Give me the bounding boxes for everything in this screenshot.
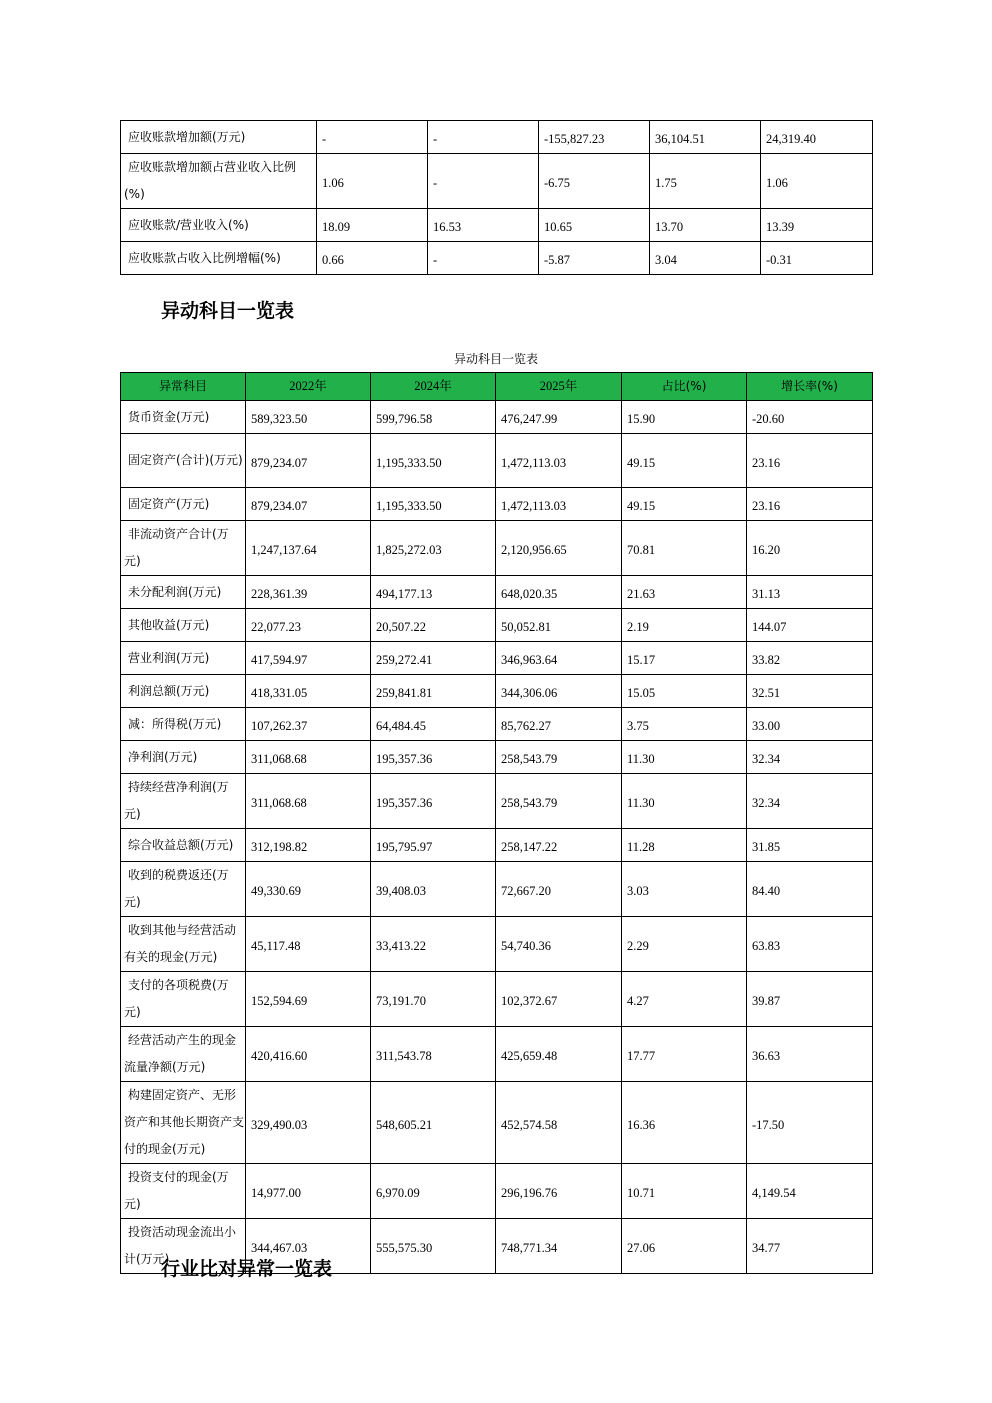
- table-row: [121, 1082, 873, 1164]
- row-label-cell: [121, 576, 246, 609]
- value-cell: 64,484.45: [371, 708, 496, 741]
- row-label: 支付的各项税费(万元): [124, 978, 229, 1019]
- value-cell: 49.15: [622, 434, 747, 488]
- table-caption: 异动科目一览表: [453, 352, 538, 366]
- row-label: 固定资产(万元): [128, 496, 210, 511]
- value-cell: 329,490.03: [246, 1082, 371, 1164]
- row-label: 构建固定资产、无形资产和其他长期资产支付的现金(万元): [124, 1088, 245, 1156]
- table-row: [121, 154, 873, 209]
- value-cell: 346,963.64: [496, 642, 622, 675]
- anomaly-accounts-table: [120, 372, 873, 1274]
- value-cell: 21.63: [622, 576, 747, 609]
- row-label-cell: [121, 434, 246, 488]
- table-row: [121, 1164, 873, 1219]
- value-cell: 648,020.35: [496, 576, 622, 609]
- value-cell: 0.66: [317, 242, 428, 275]
- value-cell: 13.39: [761, 209, 873, 242]
- value-cell: 311,068.68: [246, 741, 371, 774]
- value-cell: 1.06: [761, 154, 873, 209]
- value-cell: 548,605.21: [371, 1082, 496, 1164]
- row-label: 营业利润(万元): [128, 650, 210, 665]
- row-label: 减：所得税(万元): [128, 716, 222, 731]
- value-cell: -5.87: [539, 242, 650, 275]
- receivables-table: [120, 120, 873, 275]
- value-cell: 1,472,113.03: [496, 488, 622, 521]
- value-cell: 32.34: [747, 774, 873, 829]
- value-cell: 102,372.67: [496, 972, 622, 1027]
- table-row: [121, 829, 873, 862]
- table-row: [121, 862, 873, 917]
- value-cell: 4,149.54: [747, 1164, 873, 1219]
- value-cell: 32.51: [747, 675, 873, 708]
- row-label-cell: [121, 1027, 246, 1082]
- value-cell: 49.15: [622, 488, 747, 521]
- value-cell: 85,762.27: [496, 708, 622, 741]
- value-cell: 36.63: [747, 1027, 873, 1082]
- table-row: [121, 242, 873, 275]
- value-cell: 24,319.40: [761, 121, 873, 154]
- value-cell: -0.31: [761, 242, 873, 275]
- row-label: 应收账款增加额(万元): [128, 129, 246, 144]
- row-label: 持续经营净利润(万元): [124, 780, 229, 821]
- value-cell: 73,191.70: [371, 972, 496, 1027]
- table-row: [121, 917, 873, 972]
- value-cell: 15.17: [622, 642, 747, 675]
- row-label: 收到其他与经营活动有关的现金(万元): [124, 923, 237, 964]
- row-label-cell: [121, 917, 246, 972]
- table-row: [121, 708, 873, 741]
- row-label-cell: [121, 609, 246, 642]
- value-cell: 296,196.76: [496, 1164, 622, 1219]
- row-label-cell: [121, 521, 246, 576]
- value-cell: 10.65: [539, 209, 650, 242]
- table-row: [121, 972, 873, 1027]
- value-cell: 10.71: [622, 1164, 747, 1219]
- column-header: 占比(%): [622, 373, 747, 401]
- value-cell: 16.36: [622, 1082, 747, 1164]
- value-cell: 70.81: [622, 521, 747, 576]
- value-cell: 599,796.58: [371, 401, 496, 434]
- value-cell: 18.09: [317, 209, 428, 242]
- row-label-cell: [121, 829, 246, 862]
- row-label-cell: [121, 242, 317, 275]
- value-cell: 144.07: [747, 609, 873, 642]
- table-row: [121, 1027, 873, 1082]
- value-cell: 417,594.97: [246, 642, 371, 675]
- value-cell: 33,413.22: [371, 917, 496, 972]
- value-cell: 748,771.34: [496, 1219, 622, 1274]
- value-cell: 49,330.69: [246, 862, 371, 917]
- table-row: [121, 521, 873, 576]
- column-header: 异常科目: [121, 373, 246, 401]
- row-label: 其他收益(万元): [128, 617, 210, 632]
- value-cell: 107,262.37: [246, 708, 371, 741]
- value-cell: 31.13: [747, 576, 873, 609]
- value-cell: 1,825,272.03: [371, 521, 496, 576]
- row-label: 投资支付的现金(万元): [124, 1170, 229, 1211]
- value-cell: 2,120,956.65: [496, 521, 622, 576]
- value-cell: 2.29: [622, 917, 747, 972]
- row-label-cell: [121, 401, 246, 434]
- value-cell: 32.34: [747, 741, 873, 774]
- row-label-cell: [121, 488, 246, 521]
- value-cell: 39,408.03: [371, 862, 496, 917]
- value-cell: -20.60: [747, 401, 873, 434]
- row-label-cell: [121, 154, 317, 209]
- value-cell: 15.05: [622, 675, 747, 708]
- row-label: 应收账款/营业收入(%): [128, 217, 249, 232]
- value-cell: 3.03: [622, 862, 747, 917]
- value-cell: 20,507.22: [371, 609, 496, 642]
- value-cell: 476,247.99: [496, 401, 622, 434]
- value-cell: 152,594.69: [246, 972, 371, 1027]
- value-cell: 228,361.39: [246, 576, 371, 609]
- column-header: 增长率(%): [747, 373, 873, 401]
- value-cell: 3.75: [622, 708, 747, 741]
- value-cell: -155,827.23: [539, 121, 650, 154]
- value-cell: 452,574.58: [496, 1082, 622, 1164]
- table-row: [121, 774, 873, 829]
- value-cell: 2.19: [622, 609, 747, 642]
- row-label-cell: [121, 741, 246, 774]
- column-header: 2025年: [496, 373, 622, 401]
- value-cell: 54,740.36: [496, 917, 622, 972]
- table-row: [121, 609, 873, 642]
- row-label: 综合收益总额(万元): [128, 837, 234, 852]
- row-label-cell: [121, 708, 246, 741]
- value-cell: 589,323.50: [246, 401, 371, 434]
- table-row: [121, 642, 873, 675]
- value-cell: 425,659.48: [496, 1027, 622, 1082]
- table-row: [121, 434, 873, 488]
- value-cell: 16.53: [428, 209, 539, 242]
- value-cell: 6,970.09: [371, 1164, 496, 1219]
- row-label-cell: [121, 209, 317, 242]
- value-cell: 879,234.07: [246, 488, 371, 521]
- value-cell: 1.75: [650, 154, 761, 209]
- value-cell: 13.70: [650, 209, 761, 242]
- row-label: 净利润(万元): [128, 749, 198, 764]
- value-cell: 11.30: [622, 741, 747, 774]
- value-cell: 258,543.79: [496, 741, 622, 774]
- value-cell: -: [428, 154, 539, 209]
- value-cell: 195,795.97: [371, 829, 496, 862]
- value-cell: 45,117.48: [246, 917, 371, 972]
- value-cell: 311,543.78: [371, 1027, 496, 1082]
- row-label: 经营活动产生的现金流量净额(万元): [124, 1033, 237, 1074]
- table-row: [121, 488, 873, 521]
- value-cell: 33.00: [747, 708, 873, 741]
- value-cell: 36,104.51: [650, 121, 761, 154]
- value-cell: 879,234.07: [246, 434, 371, 488]
- value-cell: -: [428, 121, 539, 154]
- row-label-cell: [121, 774, 246, 829]
- value-cell: 31.85: [747, 829, 873, 862]
- value-cell: 312,198.82: [246, 829, 371, 862]
- value-cell: 11.30: [622, 774, 747, 829]
- value-cell: -: [317, 121, 428, 154]
- value-cell: 344,467.03: [246, 1219, 371, 1274]
- value-cell: 72,667.20: [496, 862, 622, 917]
- table-row: [121, 675, 873, 708]
- value-cell: 23.16: [747, 434, 873, 488]
- value-cell: -6.75: [539, 154, 650, 209]
- row-label-cell: [121, 972, 246, 1027]
- value-cell: 195,357.36: [371, 741, 496, 774]
- value-cell: 23.16: [747, 488, 873, 521]
- row-label-cell: [121, 675, 246, 708]
- row-label-cell: [121, 862, 246, 917]
- value-cell: 11.28: [622, 829, 747, 862]
- row-label: 收到的税费返还(万元): [124, 868, 229, 909]
- row-label-cell: [121, 642, 246, 675]
- value-cell: 258,147.22: [496, 829, 622, 862]
- value-cell: 259,841.81: [371, 675, 496, 708]
- row-label: 利润总额(万元): [128, 683, 210, 698]
- value-cell: 14,977.00: [246, 1164, 371, 1219]
- value-cell: 4.27: [622, 972, 747, 1027]
- value-cell: 1,247,137.64: [246, 521, 371, 576]
- value-cell: -17.50: [747, 1082, 873, 1164]
- table-row: [121, 209, 873, 242]
- value-cell: 27.06: [622, 1219, 747, 1274]
- value-cell: 34.77: [747, 1219, 873, 1274]
- row-label-cell: [121, 1082, 246, 1164]
- value-cell: 1,195,333.50: [371, 434, 496, 488]
- value-cell: 311,068.68: [246, 774, 371, 829]
- row-label-cell: [121, 121, 317, 154]
- value-cell: 555,575.30: [371, 1219, 496, 1274]
- value-cell: 39.87: [747, 972, 873, 1027]
- row-label: 应收账款增加额占营业收入比例(%): [124, 160, 297, 201]
- value-cell: 195,357.36: [371, 774, 496, 829]
- value-cell: 418,331.05: [246, 675, 371, 708]
- value-cell: -: [428, 242, 539, 275]
- value-cell: 63.83: [747, 917, 873, 972]
- table-row: [121, 121, 873, 154]
- row-label: 未分配利润(万元): [128, 584, 222, 599]
- table-row: [121, 576, 873, 609]
- value-cell: 17.77: [622, 1027, 747, 1082]
- value-cell: 420,416.60: [246, 1027, 371, 1082]
- section-title-anomalies: 异动科目一览表: [161, 300, 295, 322]
- value-cell: 494,177.13: [371, 576, 496, 609]
- section-title-industry-comparison: 行业比对异常一览表: [161, 1258, 333, 1280]
- column-header: 2024年: [371, 373, 496, 401]
- value-cell: 16.20: [747, 521, 873, 576]
- value-cell: 259,272.41: [371, 642, 496, 675]
- value-cell: 50,052.81: [496, 609, 622, 642]
- value-cell: 15.90: [622, 401, 747, 434]
- value-cell: 33.82: [747, 642, 873, 675]
- value-cell: 344,306.06: [496, 675, 622, 708]
- row-label-cell: [121, 1164, 246, 1219]
- row-label: 固定资产(合计)(万元): [128, 453, 243, 467]
- row-label: 应收账款占收入比例增幅(%): [128, 250, 281, 265]
- row-label: 货币资金(万元): [128, 409, 210, 424]
- value-cell: 84.40: [747, 862, 873, 917]
- column-header: 2022年: [246, 373, 371, 401]
- row-label: 非流动资产合计(万元): [124, 527, 229, 568]
- value-cell: 3.04: [650, 242, 761, 275]
- value-cell: 22,077.23: [246, 609, 371, 642]
- value-cell: 1,195,333.50: [371, 488, 496, 521]
- value-cell: 1.06: [317, 154, 428, 209]
- table-header-row: [121, 373, 873, 401]
- table-row: [121, 741, 873, 774]
- value-cell: 258,543.79: [496, 774, 622, 829]
- row-label: 投资活动现金流出小计(万元): [124, 1225, 237, 1266]
- value-cell: 1,472,113.03: [496, 434, 622, 488]
- table-row: [121, 401, 873, 434]
